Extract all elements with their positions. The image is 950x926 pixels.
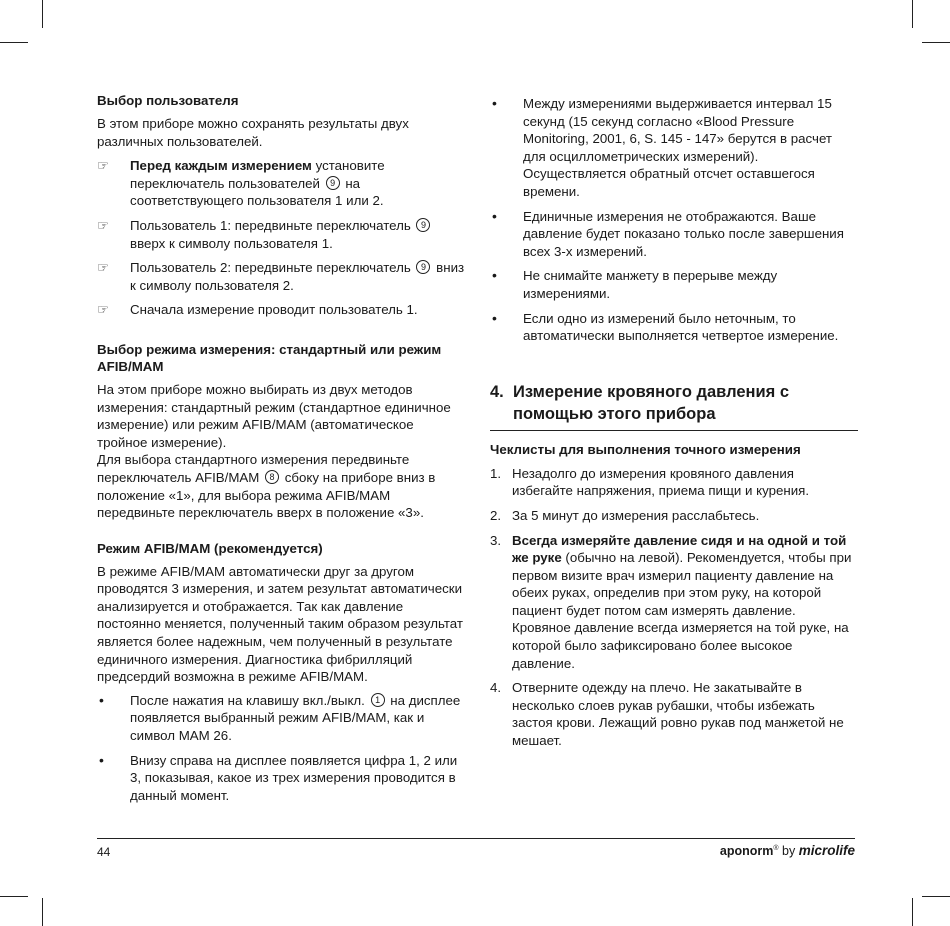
circled-number-icon: 9: [416, 218, 430, 232]
bullet-icon: •: [492, 207, 497, 224]
hand-item-text: вверх к символу пользователя 1.: [130, 235, 333, 251]
pointing-hand-icon: ☞: [97, 158, 109, 174]
mode-paragraph: На этом приборе можно выбирать из двух методов измерения: стандартный режим (стандартное единичное измерение) или режим AFIB/MAM (автоматическое тройное измерение).: [97, 381, 451, 450]
bullet-item: [490, 95, 858, 201]
bullet-item: [490, 310, 858, 345]
section-number: 4.: [490, 382, 504, 401]
crop-mark: [912, 898, 913, 926]
crop-mark: [912, 0, 913, 28]
bullet-text: Между измерениями выдерживается интервал 15 секунд (15 секунд согласно «Blood Pressure Monitoring, 2001, 6, S. 145 - 147» берутся в расчет для осциллометрических измерений). Осуществляется обратный отсчет оставшегося времени.: [523, 96, 833, 199]
brand-logo: [720, 843, 855, 858]
item-text: Отверните одежду на плечо. Не закатывайте в несколько слоев рукав рубашки, чтобы избежать застоя крови. Лежащий ровно рукав под манжетой не мешает.: [512, 680, 844, 749]
mode-paragraph-2: [97, 451, 465, 521]
bullet-item: [97, 692, 465, 745]
section-divider: [490, 430, 858, 431]
mode-heading: Выбор режима измерения: стандартный или режим AFIB/MAM: [97, 341, 442, 374]
page-number: 44: [97, 845, 111, 859]
section-title-text: Измерение кровяного давления с помощью этого прибора: [513, 382, 790, 423]
circled-number-icon: 9: [326, 176, 340, 190]
brand-microlife: microlife: [798, 843, 855, 858]
item-text: (обычно на левой). Рекомендуется, чтобы при первом визите врач измерил пациенту давление на обеих руках, определив при этом руку, на которой пациент будет потом сам измерять давление. Кровяное давление всегда измеряется на той руке, на которой было зафиксировано более высокое давление.: [512, 550, 852, 671]
hand-item-text: Сначала измерение проводит пользователь 1.: [130, 302, 418, 318]
numbered-item: [490, 679, 858, 749]
right-column: [490, 92, 858, 750]
hand-item: [97, 157, 465, 210]
hand-item-bold: Перед каждым измерением: [130, 158, 312, 174]
crop-mark: [922, 896, 950, 897]
crop-mark: [42, 898, 43, 926]
afib-paragraph: В режиме AFIB/MAM автоматически друг за другом проводятся 3 измерения, и затем результат автоматически анализируется и отображается. Так как давление постоянно меняется, полученный таким образом результат является более надежным, чем полученный в результате единичного измерения. Диагностика фибрилляций предсердий возможна в режиме AFIB/MAM.: [97, 563, 463, 685]
footer-divider: [97, 838, 855, 839]
pointing-hand-icon: ☞: [97, 260, 109, 276]
bullet-text: Внизу справа на дисплее появляется цифра 1, 2 или 3, показывая, какое из трех измерения проводится в данный момент.: [130, 752, 458, 803]
pointing-hand-icon: ☞: [97, 217, 109, 233]
numbered-item: [490, 507, 858, 525]
hand-item: [97, 301, 465, 319]
bullet-icon: •: [492, 267, 497, 284]
section-title: [490, 381, 858, 425]
bullet-text: После нажатия на клавишу вкл./выкл.: [130, 692, 369, 708]
user-heading: Выбор пользователя: [97, 93, 239, 108]
mode-text: Для выбора стандартного измерения передвиньте переключатель AFIB/MAM: [97, 452, 410, 485]
numbered-item: [490, 532, 858, 673]
numbered-item: [490, 465, 858, 500]
bullet-icon: •: [99, 751, 104, 768]
hand-item-text: установите переключатель пользователей: [130, 158, 385, 191]
hand-item: [97, 259, 465, 294]
item-number: 2.: [490, 507, 502, 523]
afib-heading: Режим AFIB/MAM (рекомендуется): [97, 540, 323, 556]
bullet-item: [490, 267, 858, 302]
crop-mark: [42, 0, 43, 28]
item-bold: Всегда измеряйте давление сидя и на одной и той же руке: [512, 532, 847, 566]
pointing-hand-icon: ☞: [97, 302, 109, 318]
brand-name: aponorm: [719, 844, 774, 858]
bullet-icon: •: [492, 309, 497, 326]
item-text: Незадолго до измерения кровяного давления избегайте напряжения, приема пищи и курения.: [512, 465, 810, 499]
bullet-text: Если одно из измерений было неточным, то автоматически выполняется четвертое измерение.: [523, 310, 839, 344]
item-number: 4.: [490, 680, 502, 696]
bullet-text: Не снимайте манжету в перерыве между измерениями.: [523, 268, 778, 301]
item-text: За 5 минут до измерения расслабьтесь.: [512, 507, 760, 523]
bullet-text: на дисплее появляется выбранный режим AFIB/MAM, как и символ MAM 26.: [130, 692, 461, 744]
mode-text: сбоку на приборе вниз в положение «1», для выбора режима AFIB/MAM передвиньте переключатель вверх в положение «3».: [97, 469, 436, 521]
circled-number-icon: 8: [265, 470, 279, 484]
crop-mark: [0, 42, 28, 43]
hand-item-text: на соответствующего пользователя 1 или 2.: [130, 175, 384, 209]
circled-number-icon: 9: [416, 260, 430, 274]
item-number: 3.: [490, 532, 502, 548]
left-column: [97, 92, 465, 804]
bullet-icon: •: [99, 691, 104, 708]
hand-item-text: Пользователь 2: передвиньте переключатель: [130, 260, 415, 276]
bullet-icon: •: [492, 95, 497, 111]
crop-mark: [0, 896, 28, 897]
crop-mark: [922, 42, 950, 43]
brand-by: by: [778, 844, 799, 858]
checklist-heading: Чеклисты для выполнения точного измерения: [490, 441, 801, 457]
bullet-item: [490, 208, 858, 261]
item-number: 1.: [490, 465, 502, 481]
bullet-text: Единичные измерения не отображаются. Ваше давление будет показано только после завершения всех 3-х измерений.: [523, 208, 844, 259]
hand-item-text: Пользователь 1: передвиньте переключатель: [130, 217, 415, 233]
bullet-item: [97, 752, 465, 805]
hand-item: [97, 217, 465, 252]
registered-mark: ®: [773, 844, 779, 852]
circled-number-icon: 1: [371, 693, 385, 707]
hand-item-text: вниз к символу пользователя 2.: [130, 260, 465, 293]
user-intro: В этом приборе можно сохранять результаты двух различных пользователей.: [97, 116, 409, 149]
